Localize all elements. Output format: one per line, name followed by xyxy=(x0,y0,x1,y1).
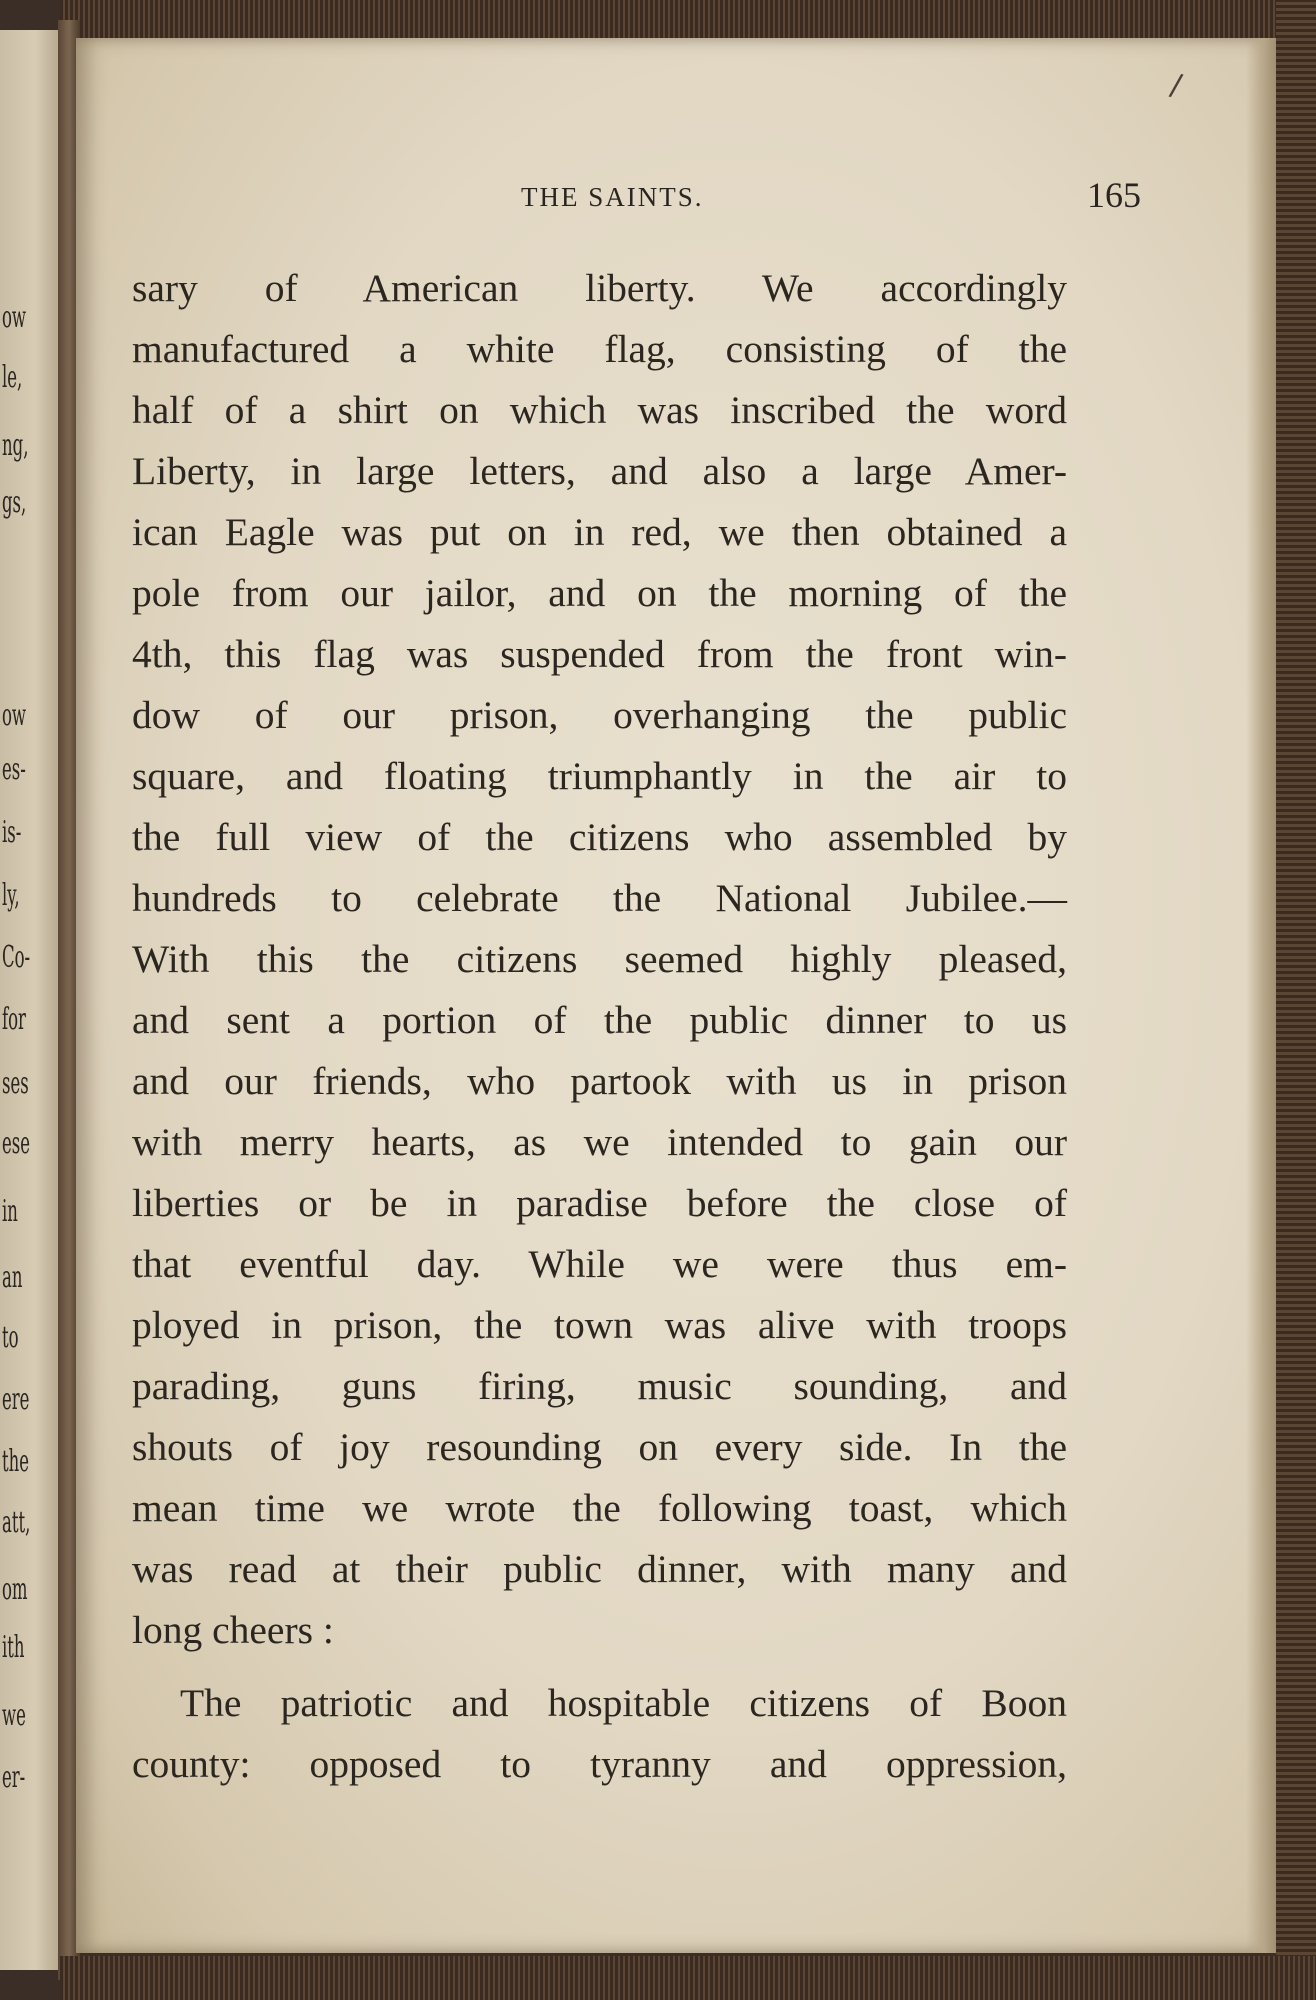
facing-page-fragment: gs, xyxy=(2,485,27,520)
page-number: 165 xyxy=(1087,175,1141,215)
text-line: and sent a portion of the public dinner to us xyxy=(132,998,1067,1042)
text-line: and our friends, who partook with us in prison xyxy=(132,1059,1067,1103)
facing-page-fragment: ly, xyxy=(2,878,20,913)
text-line: county: opposed to tyranny and oppression, xyxy=(132,1742,1067,1786)
text-line: mean time we wrote the following toast, which xyxy=(132,1486,1067,1530)
facing-page-fragment: om xyxy=(2,1572,28,1607)
text-line: that eventful day. While we were thus em- xyxy=(132,1242,1067,1286)
text-line: liberties or be in paradise before the close of xyxy=(132,1181,1067,1225)
facing-page-fragment: for xyxy=(2,1002,26,1037)
facing-page-fragment: ng, xyxy=(2,428,29,463)
text-line: With this the citizens seemed highly pleased, xyxy=(132,937,1067,981)
text-line: ican Eagle was put on in red, we then obtained a xyxy=(132,510,1067,554)
facing-page-sliver xyxy=(0,30,58,1970)
page-edge-shadow xyxy=(1246,38,1276,1953)
text-line: half of a shirt on which was inscribed the word xyxy=(132,388,1067,432)
text-line: pole from our jailor, and on the morning of the xyxy=(132,571,1067,615)
facing-page-fragment: an xyxy=(2,1260,23,1295)
facing-page-fragment: ses xyxy=(2,1066,29,1101)
text-line: with merry hearts, as we intended to gain our xyxy=(132,1120,1067,1164)
text-line: was read at their public dinner, with many and xyxy=(132,1547,1067,1591)
facing-page-fragment: le, xyxy=(2,360,23,395)
pencil-margin-mark: / xyxy=(1167,67,1185,104)
facing-page-fragment: ere xyxy=(2,1382,30,1417)
text-line: long cheers : xyxy=(132,1608,334,1652)
binding-right-edge xyxy=(1276,0,1316,2000)
facing-page-fragment: we xyxy=(2,1698,26,1733)
facing-page-text-fragments xyxy=(0,30,58,1970)
facing-page-fragment: es- xyxy=(2,752,26,787)
text-line: 4th, this flag was suspended from the front win- xyxy=(132,632,1067,676)
text-line: the full view of the citizens who assembled by xyxy=(132,815,1067,859)
running-title: THE SAINTS. xyxy=(521,182,704,212)
text-line: dow of our prison, overhanging the public xyxy=(132,693,1067,737)
text-line: The patriotic and hospitable citizens of Boon xyxy=(180,1681,1067,1725)
text-line: ployed in prison, the town was alive with troops xyxy=(132,1303,1067,1347)
text-line: manufactured a white flag, consisting of the xyxy=(132,327,1067,371)
paragraph xyxy=(132,1673,1067,1795)
facing-page-fragment: the xyxy=(2,1444,30,1479)
facing-page-fragment: ith xyxy=(2,1630,25,1665)
facing-page-fragment: er- xyxy=(2,1760,26,1795)
binding-bottom-edge xyxy=(60,1956,1316,2000)
paragraph xyxy=(132,258,1067,1661)
book-page xyxy=(76,38,1276,1953)
facing-page-fragment: ese xyxy=(2,1126,30,1161)
running-head xyxy=(521,170,1141,220)
text-line: hundreds to celebrate the National Jubilee.— xyxy=(132,876,1067,920)
facing-page-fragment: is- xyxy=(2,815,22,850)
facing-page-fragment: att, xyxy=(2,1505,31,1540)
text-line: parading, guns firing, music sounding, and xyxy=(132,1364,1067,1408)
body-text xyxy=(132,258,1067,1795)
text-line: sary of American liberty. We accordingly xyxy=(132,266,1067,310)
facing-page-fragment: in xyxy=(2,1194,18,1229)
text-line: Liberty, in large letters, and also a large Amer- xyxy=(132,449,1067,493)
facing-page-fragment: ow xyxy=(2,300,27,335)
text-line: square, and floating triumphantly in the air to xyxy=(132,754,1067,798)
facing-page-fragment: Co- xyxy=(2,940,31,975)
facing-page-fragment: to xyxy=(2,1320,19,1355)
text-line: shouts of joy resounding on every side. In the xyxy=(132,1425,1067,1469)
facing-page-fragment: ow xyxy=(2,698,27,733)
